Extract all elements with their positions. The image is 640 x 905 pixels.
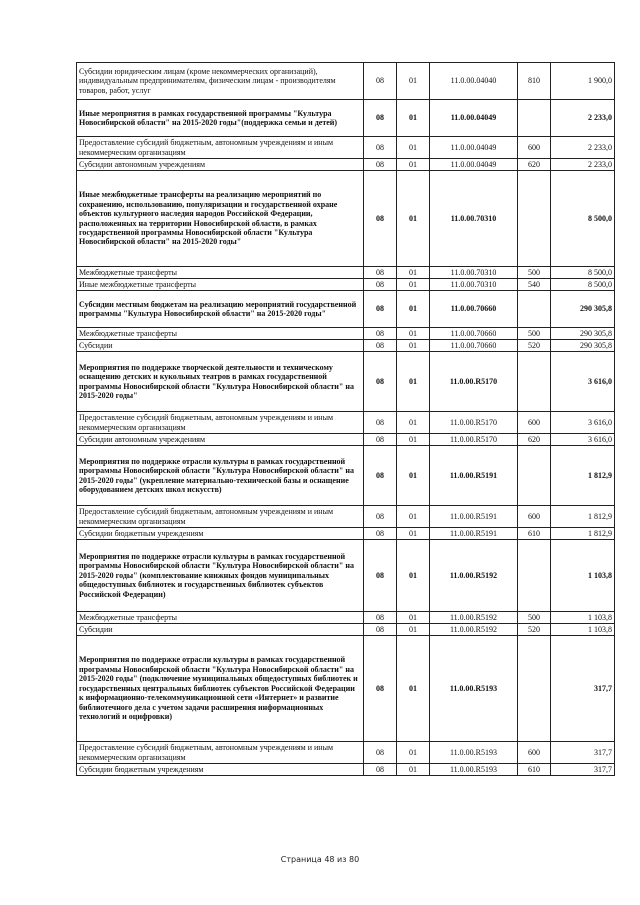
table-row bbox=[77, 340, 615, 352]
table-row bbox=[77, 446, 615, 506]
row-section-cell: 08 bbox=[364, 63, 397, 100]
row-amount-cell: 8 500,0 bbox=[551, 171, 615, 267]
row-subsection-cell: 01 bbox=[397, 624, 430, 636]
row-name-cell: Мероприятия по поддержке отрасли культуры в рамках государственной программы Новосибирской области "Культура Новосибирской области" на 2015-2020 годы" (подключение муниципальных общедоступных библиотек и государственных центральных библиотек субъектов Российской Федерации к информационно-телекоммуникационной сети «Интернет» и развитие библиотечного дела с учетом задачи расширения информационных технологий и оцифровки) bbox=[77, 636, 364, 742]
row-target-article-cell: 11.0.00.04049 bbox=[430, 137, 518, 159]
row-section-cell: 08 bbox=[364, 636, 397, 742]
row-name-cell: Межбюджетные трансферты bbox=[77, 328, 364, 340]
row-target-article-cell: 11.0.00.R5193 bbox=[430, 636, 518, 742]
row-target-article-cell: 11.0.00.R5191 bbox=[430, 446, 518, 506]
row-subsection-cell: 01 bbox=[397, 279, 430, 291]
row-subsection-cell: 01 bbox=[397, 434, 430, 446]
row-subsection-cell: 01 bbox=[397, 636, 430, 742]
row-subsection-cell: 01 bbox=[397, 446, 430, 506]
row-expense-type-cell: 500 bbox=[518, 328, 551, 340]
row-expense-type-cell: 520 bbox=[518, 340, 551, 352]
row-section-cell: 08 bbox=[364, 279, 397, 291]
row-subsection-cell: 01 bbox=[397, 540, 430, 612]
row-name-cell: Субсидии бюджетным учреждениям bbox=[77, 528, 364, 540]
row-subsection-cell: 01 bbox=[397, 340, 430, 352]
row-name-cell: Субсидии bbox=[77, 340, 364, 352]
row-amount-cell: 1 812,9 bbox=[551, 446, 615, 506]
row-section-cell: 08 bbox=[364, 100, 397, 137]
row-expense-type-cell: 600 bbox=[518, 412, 551, 434]
table-row bbox=[77, 434, 615, 446]
row-name-cell: Предоставление субсидий бюджетным, автономным учреждениям и иным некоммерческим организациям bbox=[77, 742, 364, 764]
row-subsection-cell: 01 bbox=[397, 291, 430, 328]
table-row bbox=[77, 267, 615, 279]
row-section-cell: 08 bbox=[364, 742, 397, 764]
row-expense-type-cell: 600 bbox=[518, 506, 551, 528]
table-row bbox=[77, 352, 615, 412]
row-expense-type-cell: 620 bbox=[518, 434, 551, 446]
row-expense-type-cell bbox=[518, 100, 551, 137]
row-name-cell: Субсидии bbox=[77, 624, 364, 636]
table-row bbox=[77, 63, 615, 100]
row-expense-type-cell bbox=[518, 291, 551, 328]
row-subsection-cell: 01 bbox=[397, 612, 430, 624]
table-row bbox=[77, 742, 615, 764]
table-row bbox=[77, 764, 615, 776]
row-section-cell: 08 bbox=[364, 540, 397, 612]
row-name-cell: Субсидии бюджетным учреждениям bbox=[77, 764, 364, 776]
row-target-article-cell: 11.0.00.R5191 bbox=[430, 506, 518, 528]
row-target-article-cell: 11.0.00.R5192 bbox=[430, 612, 518, 624]
row-expense-type-cell: 620 bbox=[518, 159, 551, 171]
row-name-cell: Субсидии юридическим лицам (кроме некоммерческих организаций), индивидуальным предпринимателям, физическим лицам - производителям товаров, работ, услуг bbox=[77, 63, 364, 100]
row-expense-type-cell bbox=[518, 352, 551, 412]
row-section-cell: 08 bbox=[364, 171, 397, 267]
row-expense-type-cell: 810 bbox=[518, 63, 551, 100]
row-section-cell: 08 bbox=[364, 412, 397, 434]
row-target-article-cell: 11.0.00.04049 bbox=[430, 100, 518, 137]
row-target-article-cell: 11.0.00.70660 bbox=[430, 328, 518, 340]
row-amount-cell: 8 500,0 bbox=[551, 279, 615, 291]
row-subsection-cell: 01 bbox=[397, 267, 430, 279]
table-row bbox=[77, 171, 615, 267]
row-target-article-cell: 11.0.00.70660 bbox=[430, 291, 518, 328]
row-section-cell: 08 bbox=[364, 528, 397, 540]
row-subsection-cell: 01 bbox=[397, 764, 430, 776]
row-amount-cell: 290 305,8 bbox=[551, 340, 615, 352]
table-row bbox=[77, 412, 615, 434]
page-number: Страница 48 из 80 bbox=[280, 855, 360, 864]
table-row bbox=[77, 540, 615, 612]
row-amount-cell: 2 233,0 bbox=[551, 159, 615, 171]
row-expense-type-cell: 540 bbox=[518, 279, 551, 291]
row-name-cell: Субсидии автономным учреждениям bbox=[77, 159, 364, 171]
table-row bbox=[77, 137, 615, 159]
table-row bbox=[77, 279, 615, 291]
row-amount-cell: 1 103,8 bbox=[551, 612, 615, 624]
row-expense-type-cell: 600 bbox=[518, 137, 551, 159]
row-expense-type-cell: 500 bbox=[518, 267, 551, 279]
row-target-article-cell: 11.0.00.R5191 bbox=[430, 528, 518, 540]
row-target-article-cell: 11.0.00.R5170 bbox=[430, 412, 518, 434]
row-amount-cell: 1 812,9 bbox=[551, 506, 615, 528]
row-target-article-cell: 11.0.00.70660 bbox=[430, 340, 518, 352]
table-row bbox=[77, 528, 615, 540]
row-amount-cell: 3 616,0 bbox=[551, 412, 615, 434]
row-target-article-cell: 11.0.00.R5193 bbox=[430, 742, 518, 764]
row-name-cell: Иные межбюджетные трансферты на реализацию мероприятий по сохранению, использованию, популяризации и государственной охране объектов культурного наследия народов Российской Федерации, расположенных на территории Новосибирской области, в рамках государственной программы Новосибирской области "Культура Новосибирской области" на 2015-2020 годы" bbox=[77, 171, 364, 267]
row-section-cell: 08 bbox=[364, 267, 397, 279]
row-amount-cell: 1 812,9 bbox=[551, 528, 615, 540]
row-target-article-cell: 11.0.00.04049 bbox=[430, 159, 518, 171]
row-subsection-cell: 01 bbox=[397, 159, 430, 171]
row-amount-cell: 317,7 bbox=[551, 742, 615, 764]
table-row bbox=[77, 100, 615, 137]
row-name-cell: Субсидии автономным учреждениям bbox=[77, 434, 364, 446]
row-target-article-cell: 11.0.00.R5192 bbox=[430, 540, 518, 612]
row-section-cell: 08 bbox=[364, 764, 397, 776]
table-row bbox=[77, 624, 615, 636]
row-amount-cell: 290 305,8 bbox=[551, 291, 615, 328]
row-subsection-cell: 01 bbox=[397, 506, 430, 528]
row-expense-type-cell: 600 bbox=[518, 742, 551, 764]
budget-table-body bbox=[77, 63, 615, 776]
row-section-cell: 08 bbox=[364, 624, 397, 636]
row-amount-cell: 1 103,8 bbox=[551, 624, 615, 636]
table-row bbox=[77, 612, 615, 624]
row-amount-cell: 8 500,0 bbox=[551, 267, 615, 279]
row-expense-type-cell: 500 bbox=[518, 612, 551, 624]
row-amount-cell: 317,7 bbox=[551, 764, 615, 776]
row-subsection-cell: 01 bbox=[397, 137, 430, 159]
row-expense-type-cell bbox=[518, 540, 551, 612]
row-expense-type-cell bbox=[518, 636, 551, 742]
row-amount-cell: 1 103,8 bbox=[551, 540, 615, 612]
row-target-article-cell: 11.0.00.R5170 bbox=[430, 352, 518, 412]
row-name-cell: Мероприятия по поддержке отрасли культуры в рамках государственной программы Новосибирской области "Культура Новосибирской области" на 2015-2020 годы" (комплектование книжных фондов муниципальных общедоступных библиотек и государственных библиотек субъектов Российской Федерации) bbox=[77, 540, 364, 612]
row-name-cell: Предоставление субсидий бюджетным, автономным учреждениям и иным некоммерческим организациям bbox=[77, 137, 364, 159]
row-name-cell: Иные межбюджетные трансферты bbox=[77, 279, 364, 291]
row-subsection-cell: 01 bbox=[397, 412, 430, 434]
row-subsection-cell: 01 bbox=[397, 171, 430, 267]
row-amount-cell: 2 233,0 bbox=[551, 100, 615, 137]
table-row bbox=[77, 328, 615, 340]
row-expense-type-cell bbox=[518, 446, 551, 506]
row-target-article-cell: 11.0.00.R5192 bbox=[430, 624, 518, 636]
row-name-cell: Субсидии местным бюджетам на реализацию мероприятий государственной программы "Культура Новосибирской области" на 2015-2020 годы" bbox=[77, 291, 364, 328]
row-section-cell: 08 bbox=[364, 506, 397, 528]
row-target-article-cell: 11.0.00.R5193 bbox=[430, 764, 518, 776]
row-section-cell: 08 bbox=[364, 291, 397, 328]
row-name-cell: Предоставление субсидий бюджетным, автономным учреждениям и иным некоммерческим организациям bbox=[77, 506, 364, 528]
row-name-cell: Мероприятия по поддержке отрасли культуры в рамках государственной программы Новосибирской области "Культура Новосибирской области" на 2015-2020 годы" (укрепление материально-технической базы и оснащение оборудованием детских школ искусств) bbox=[77, 446, 364, 506]
row-subsection-cell: 01 bbox=[397, 63, 430, 100]
row-amount-cell: 2 233,0 bbox=[551, 137, 615, 159]
row-section-cell: 08 bbox=[364, 446, 397, 506]
row-subsection-cell: 01 bbox=[397, 352, 430, 412]
table-row bbox=[77, 506, 615, 528]
row-name-cell: Межбюджетные трансферты bbox=[77, 612, 364, 624]
row-section-cell: 08 bbox=[364, 434, 397, 446]
row-name-cell: Иные мероприятия в рамках государственной программы "Культура Новосибирской области" на 2015-2020 годы"(поддержка семьи и детей) bbox=[77, 100, 364, 137]
row-amount-cell: 290 305,8 bbox=[551, 328, 615, 340]
row-name-cell: Мероприятия по поддержке творческой деятельности и техническому оснащению детских и кукольных театров в рамках государственной программы Новосибирской области "Культура Новосибирской области" на 2015-2020 годы" bbox=[77, 352, 364, 412]
row-subsection-cell: 01 bbox=[397, 742, 430, 764]
row-expense-type-cell: 610 bbox=[518, 528, 551, 540]
row-expense-type-cell: 520 bbox=[518, 624, 551, 636]
row-section-cell: 08 bbox=[364, 159, 397, 171]
row-section-cell: 08 bbox=[364, 340, 397, 352]
row-target-article-cell: 11.0.00.70310 bbox=[430, 267, 518, 279]
row-subsection-cell: 01 bbox=[397, 528, 430, 540]
row-subsection-cell: 01 bbox=[397, 100, 430, 137]
row-amount-cell: 3 616,0 bbox=[551, 352, 615, 412]
budget-table bbox=[76, 62, 615, 776]
row-target-article-cell: 11.0.00.70310 bbox=[430, 279, 518, 291]
row-name-cell: Межбюджетные трансферты bbox=[77, 267, 364, 279]
row-target-article-cell: 11.0.00.04040 bbox=[430, 63, 518, 100]
row-amount-cell: 3 616,0 bbox=[551, 434, 615, 446]
row-target-article-cell: 11.0.00.R5170 bbox=[430, 434, 518, 446]
row-subsection-cell: 01 bbox=[397, 328, 430, 340]
table-row bbox=[77, 636, 615, 742]
row-amount-cell: 1 900,0 bbox=[551, 63, 615, 100]
row-section-cell: 08 bbox=[364, 137, 397, 159]
row-amount-cell: 317,7 bbox=[551, 636, 615, 742]
row-expense-type-cell: 610 bbox=[518, 764, 551, 776]
table-row bbox=[77, 159, 615, 171]
row-expense-type-cell bbox=[518, 171, 551, 267]
row-section-cell: 08 bbox=[364, 328, 397, 340]
row-section-cell: 08 bbox=[364, 612, 397, 624]
row-section-cell: 08 bbox=[364, 352, 397, 412]
table-row bbox=[77, 291, 615, 328]
row-target-article-cell: 11.0.00.70310 bbox=[430, 171, 518, 267]
row-name-cell: Предоставление субсидий бюджетным, автономным учреждениям и иным некоммерческим организациям bbox=[77, 412, 364, 434]
